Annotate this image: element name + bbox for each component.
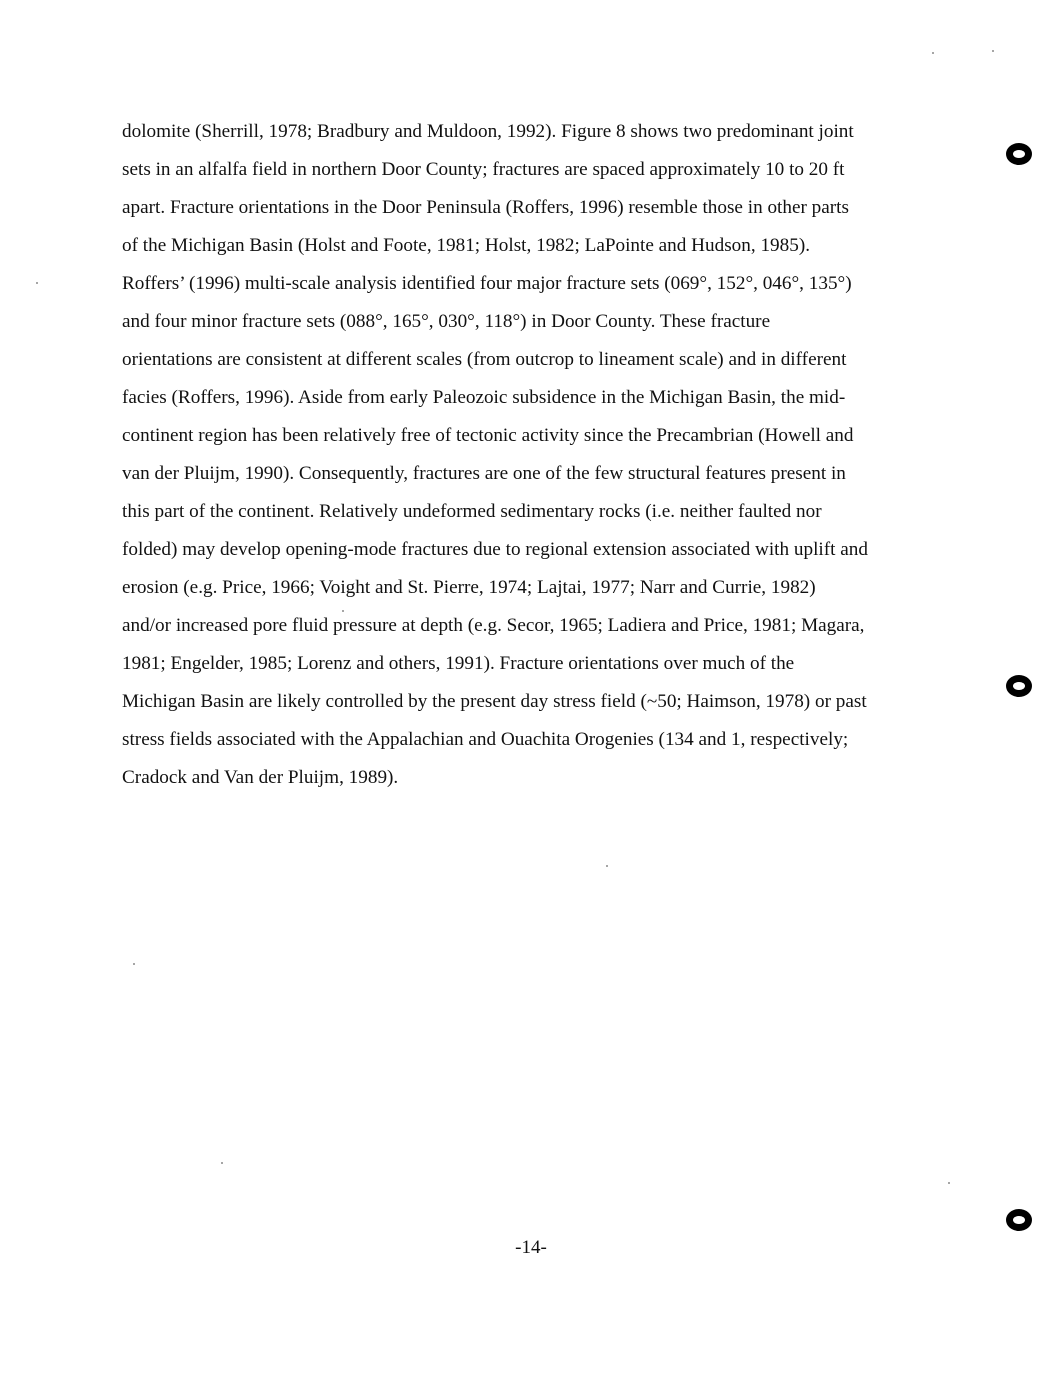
text-line: apart. Fracture orientations in the Door Peninsula (Roffers, 1996) resemble those in other parts	[122, 197, 849, 218]
text-line: Roffers’ (1996) multi-scale analysis identified four major fracture sets (069°, 152°, 046°, 135°)	[122, 273, 852, 294]
text-line: continent region has been relatively free of tectonic activity since the Precambrian (Howell and	[122, 425, 854, 446]
text-line: van der Pluijm, 1990). Consequently, fractures are one of the few structural features present in	[122, 463, 846, 484]
binder-hole-icon	[1004, 141, 1034, 167]
scan-speck	[36, 282, 38, 284]
text-line: of the Michigan Basin (Holst and Foote, 1981; Holst, 1982; LaPointe and Hudson, 1985).	[122, 235, 811, 256]
scan-speck	[221, 1162, 223, 1164]
text-line: and four minor fracture sets (088°, 165°, 030°, 118°) in Door County. These fracture	[122, 311, 771, 332]
body-paragraph	[122, 113, 952, 797]
text-line: orientations are consistent at different scales (from outcrop to lineament scale) and in different	[122, 349, 847, 370]
scan-speck	[992, 50, 994, 52]
text-line: erosion (e.g. Price, 1966; Voight and St. Pierre, 1974; Lajtai, 1977; Narr and Currie, 1982)	[122, 577, 816, 598]
text-line: sets in an alfalfa field in northern Door County; fractures are spaced approximately 10 to 20 ft	[122, 159, 845, 180]
text-line: 1981; Engelder, 1985; Lorenz and others, 1991). Fracture orientations over much of the	[122, 653, 795, 674]
text-line: and/or increased pore fluid pressure at depth (e.g. Secor, 1965; Ladiera and Price, 1981; Magara,	[122, 615, 865, 636]
binder-hole-icon	[1004, 1207, 1034, 1233]
binder-hole-icon	[1004, 673, 1034, 699]
scan-speck	[133, 963, 135, 965]
scan-speck	[342, 610, 344, 612]
text-line: Cradock and Van der Pluijm, 1989).	[122, 767, 399, 788]
text-line: dolomite (Sherrill, 1978; Bradbury and Muldoon, 1992). Figure 8 shows two predominant joint	[122, 121, 854, 142]
text-line: facies (Roffers, 1996). Aside from early Paleozoic subsidence in the Michigan Basin, the mid-	[122, 387, 846, 408]
scan-speck	[606, 865, 608, 867]
text-line: folded) may develop opening-mode fractures due to regional extension associated with uplift and	[122, 539, 868, 560]
text-line: this part of the continent. Relatively undeformed sedimentary rocks (i.e. neither faulted nor	[122, 501, 822, 522]
scan-speck	[932, 52, 934, 54]
scan-speck	[948, 1182, 950, 1184]
text-line: Michigan Basin are likely controlled by the present day stress field (~50; Haimson, 1978) or past	[122, 691, 867, 712]
text-line: stress fields associated with the Appalachian and Ouachita Orogenies (134 and 1, respectively;	[122, 729, 849, 750]
page-number: -14-	[515, 1237, 547, 1258]
